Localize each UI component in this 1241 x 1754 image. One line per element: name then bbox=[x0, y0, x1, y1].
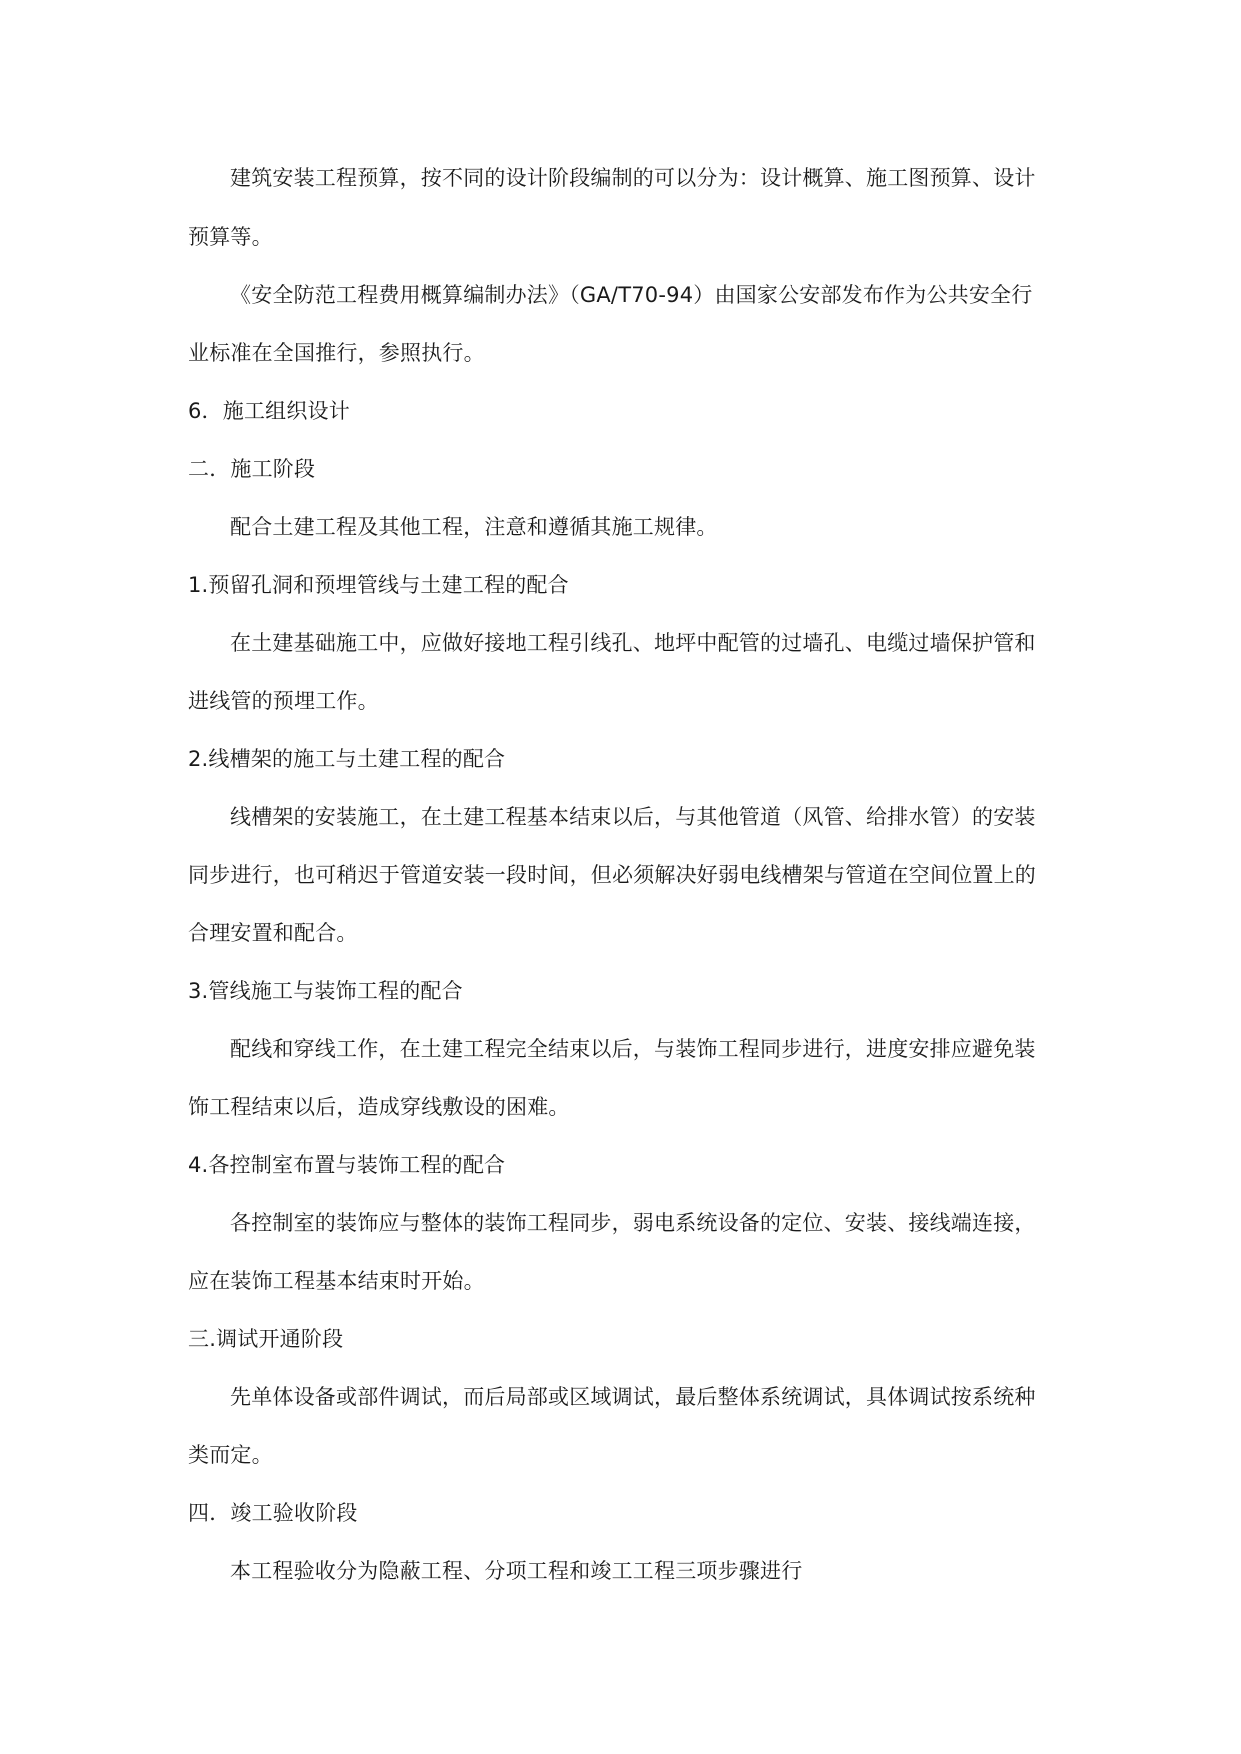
paragraph-line: 业标准在全国推行，参照执行。 bbox=[188, 341, 485, 365]
paragraph-line: 线槽架的安装施工，在土建工程基本结束以后，与其他管道（风管、给排水管）的安装 bbox=[230, 805, 1036, 829]
section-heading: 6．施工组织设计 bbox=[188, 399, 350, 423]
paragraph-line: 进线管的预埋工作。 bbox=[188, 689, 379, 713]
paragraph-line: 建筑安装工程预算，按不同的设计阶段编制的可以分为：设计概算、施工图预算、设计 bbox=[230, 166, 1036, 190]
paragraph-line: 饰工程结束以后，造成穿线敷设的困难。 bbox=[188, 1095, 570, 1119]
paragraph-line: 类而定。 bbox=[188, 1443, 273, 1467]
paragraph-line: 各控制室的装饰应与整体的装饰工程同步，弱电系统设备的定位、安装、接线端连接， bbox=[230, 1211, 1036, 1235]
section-heading: 四．竣工验收阶段 bbox=[188, 1501, 358, 1525]
paragraph-line: 配合土建工程及其他工程，注意和遵循其施工规律。 bbox=[230, 515, 718, 539]
section-heading: 三.调试开通阶段 bbox=[188, 1327, 344, 1351]
paragraph-line: 本工程验收分为隐蔽工程、分项工程和竣工工程三项步骤进行 bbox=[230, 1559, 803, 1583]
paragraph-line: 在土建基础施工中，应做好接地工程引线孔、地坪中配管的过墙孔、电缆过墙保护管和 bbox=[230, 631, 1036, 655]
subsection-heading: 4.各控制室布置与装饰工程的配合 bbox=[188, 1153, 506, 1177]
paragraph-line: 《安全防范工程费用概算编制办法》（GA/T70-94）由国家公安部发布作为公共安全行 bbox=[230, 283, 1033, 307]
section-heading: 二．施工阶段 bbox=[188, 457, 316, 481]
paragraph-line: 先单体设备或部件调试，而后局部或区域调试，最后整体系统调试，具体调试按系统种 bbox=[230, 1385, 1036, 1409]
paragraph-line: 应在装饰工程基本结束时开始。 bbox=[188, 1269, 485, 1293]
paragraph-line: 同步进行，也可稍迟于管道安装一段时间，但必须解决好弱电线槽架与管道在空间位置上的 bbox=[188, 863, 1036, 887]
paragraph-line: 合理安置和配合。 bbox=[188, 921, 358, 945]
subsection-heading: 2.线槽架的施工与土建工程的配合 bbox=[188, 747, 506, 771]
subsection-heading: 1.预留孔洞和预埋管线与土建工程的配合 bbox=[188, 573, 569, 597]
subsection-heading: 3.管线施工与装饰工程的配合 bbox=[188, 979, 463, 1003]
paragraph-line: 预算等。 bbox=[188, 225, 273, 249]
paragraph-line: 配线和穿线工作，在土建工程完全结束以后，与装饰工程同步进行，进度安排应避免装 bbox=[230, 1037, 1036, 1061]
